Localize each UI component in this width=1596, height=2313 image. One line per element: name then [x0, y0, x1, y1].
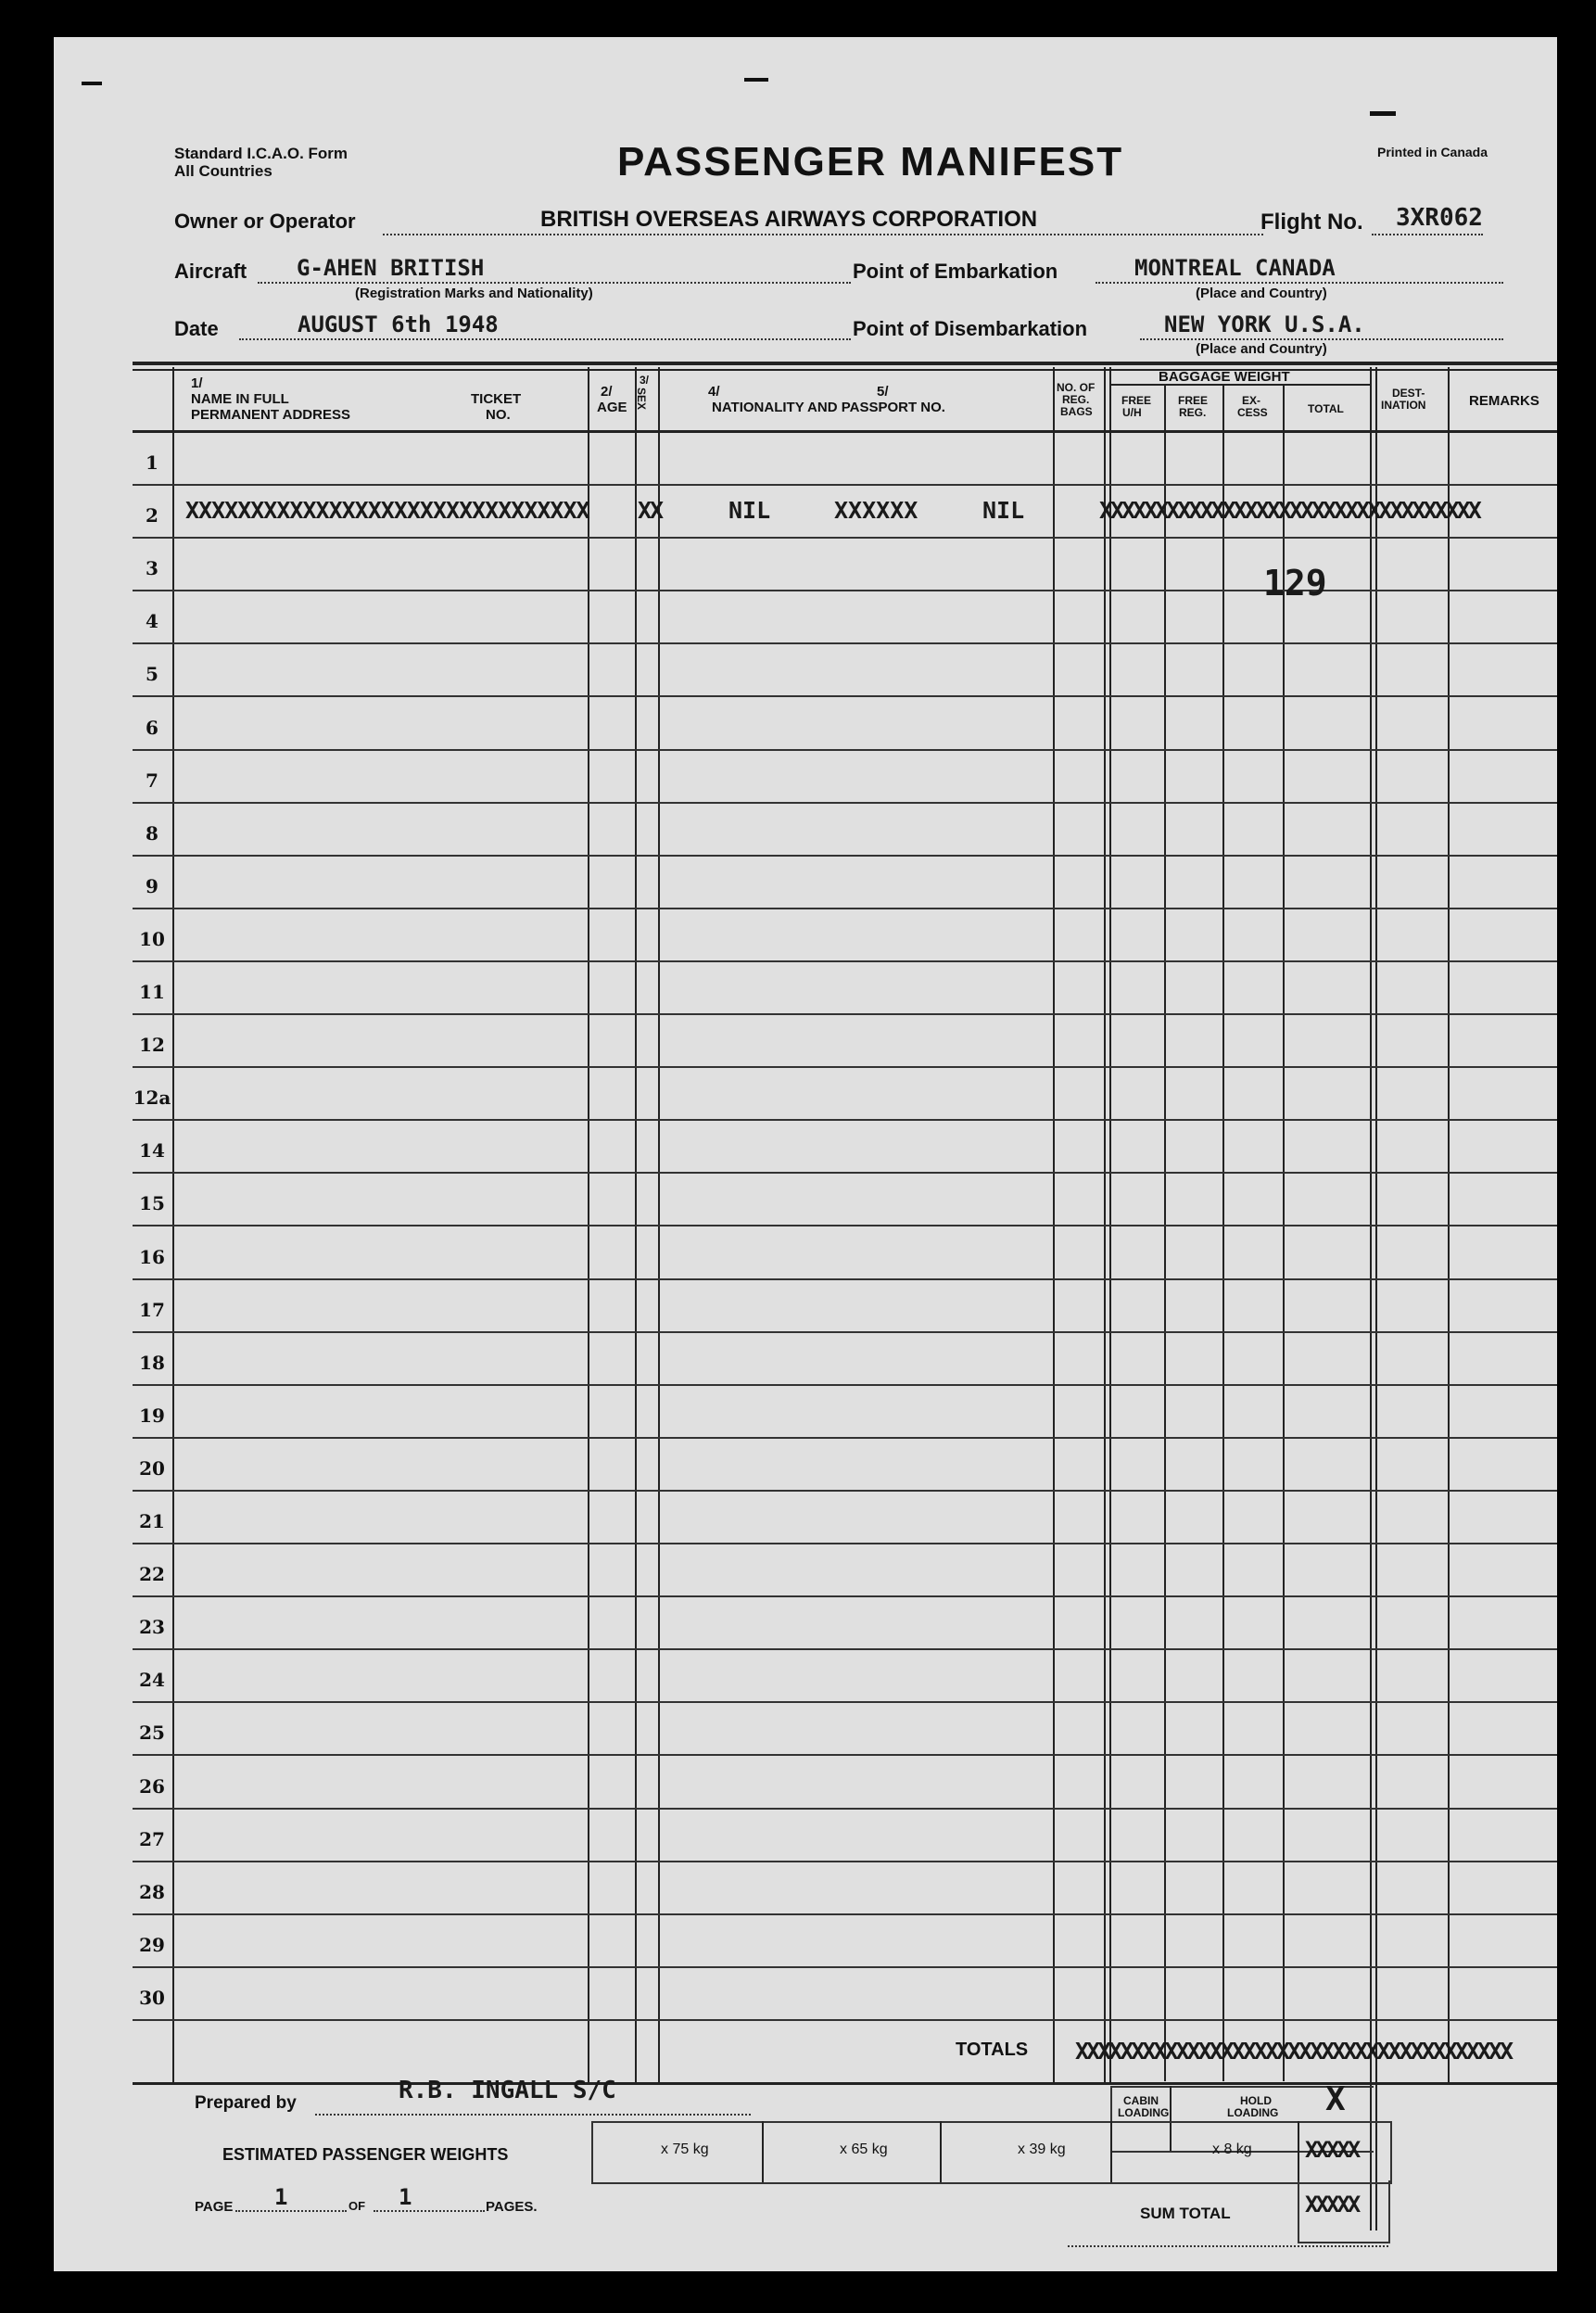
row-rule: [133, 1913, 1557, 1915]
row-number: 4: [146, 610, 158, 632]
weights-struck: XXXXX: [1305, 2137, 1359, 2163]
row-number: 17: [139, 1299, 165, 1321]
col-divider: [1375, 367, 1377, 2230]
weight-child: x 39 kg: [1018, 2141, 1066, 2157]
prepared-label: Prepared by: [195, 2093, 297, 2113]
row-rule: [133, 590, 1557, 591]
col-name-number: 1/: [191, 375, 203, 391]
row-rule: [133, 1595, 1557, 1597]
col-remarks-header: REMARKS: [1469, 393, 1539, 409]
disembark-value: NEW YORK U.S.A.: [1164, 311, 1365, 337]
row-number: 6: [146, 717, 158, 739]
row2-passport-struck: XXXXXX: [834, 497, 918, 524]
row-number: 2: [146, 504, 158, 527]
row-rule: [133, 1066, 1557, 1068]
row-number: 16: [139, 1246, 165, 1268]
row-rule: [133, 1543, 1557, 1544]
col-bags-header-a: NO. OF: [1057, 381, 1096, 394]
aircraft-label: Aircraft: [174, 260, 247, 283]
row2-sex-struck: XX: [638, 497, 663, 524]
row-rule: [133, 855, 1557, 857]
disembark-label: Point of Disembarkation: [853, 317, 1088, 340]
page-label: PAGE: [195, 2199, 234, 2215]
row-rule: [133, 695, 1557, 697]
row-rule: [133, 1701, 1557, 1703]
col-divider: [1164, 385, 1166, 2081]
row-number: 30: [139, 1987, 165, 2009]
cabin-loading-a: CABIN: [1123, 2094, 1159, 2107]
row-rule: [133, 1861, 1557, 1862]
weights-box: [591, 2121, 1392, 2184]
col-address-header: PERMANENT ADDRESS: [191, 407, 350, 423]
embark-label: Point of Embarkation: [853, 260, 1058, 283]
form-standard: Standard I.C.A.O. Form: [174, 145, 348, 162]
col-total-header: TOTAL: [1308, 402, 1344, 415]
row-rule: [133, 749, 1557, 751]
row-number: 10: [139, 928, 165, 950]
totals-struck: XXXXXXXXXXXXXXXXXXXXXXXXXXXXXXXXXXXXXXX: [1075, 2038, 1511, 2065]
row-number: 12a: [133, 1087, 171, 1109]
row-rule: [133, 1808, 1557, 1810]
ink-mark: [744, 78, 768, 82]
col-sex-header: SEX: [635, 388, 648, 411]
date-value: AUGUST 6th 1948: [298, 311, 499, 337]
printed-note: Printed in Canada: [1377, 145, 1488, 159]
row-rule: [133, 960, 1557, 962]
row-rule: [133, 1119, 1557, 1121]
row-number: 14: [139, 1139, 165, 1162]
row2-baggage-struck: XXXXXXXXXXXXXXXXXXXXXXXXXXXXXXXXXX: [1099, 497, 1479, 524]
row-rule: [133, 908, 1557, 909]
embark-value: MONTREAL CANADA: [1134, 255, 1336, 281]
col-ticket-no: NO.: [486, 407, 511, 423]
col-passport-number: 5/: [877, 384, 889, 400]
row-rule: [133, 1225, 1557, 1226]
cabin-loading-b: LOADING: [1118, 2106, 1170, 2119]
ink-mark: [1370, 111, 1396, 116]
col-destination-a: DEST-: [1392, 387, 1425, 400]
row2-nationality: NIL: [728, 497, 771, 524]
row2-name-struck: XXXXXXXXXXXXXXXXXXXXXXXXXXXXXXX: [185, 497, 589, 524]
prepared-value: R.B. INGALL S/C: [399, 2077, 616, 2104]
flight-label: Flight No.: [1260, 210, 1363, 235]
row-number: 12: [139, 1034, 165, 1056]
disembark-note: (Place and Country): [1196, 341, 1327, 357]
row-rule: [133, 1966, 1557, 1968]
row-rule: [133, 1278, 1557, 1280]
row-rule: [133, 1648, 1557, 1650]
col-excess-b: CESS: [1237, 406, 1268, 419]
owner-label: Owner or Operator: [174, 210, 356, 233]
row-number: 25: [139, 1722, 165, 1744]
row-rule: [133, 802, 1557, 804]
ink-mark: [82, 82, 102, 85]
row-number: 21: [139, 1510, 165, 1532]
weight-female: x 65 kg: [840, 2141, 888, 2157]
row-number: 24: [139, 1669, 165, 1691]
of-label: OF: [348, 2199, 366, 2213]
row-number: 15: [139, 1192, 165, 1214]
of-value: 1: [399, 2184, 412, 2210]
flight-value: 3XR062: [1396, 204, 1483, 232]
pages-label: PAGES.: [486, 2199, 538, 2215]
row-rule: [133, 1437, 1557, 1439]
col-ticket-header: TICKET: [471, 391, 522, 407]
row-rule: [133, 484, 1557, 486]
owner-value: BRITISH OVERSEAS AIRWAYS CORPORATION: [540, 207, 1038, 232]
sum-total-label: SUM TOTAL: [1140, 2205, 1231, 2222]
col-baggage-weight-header: BAGGAGE WEIGHT: [1159, 369, 1290, 385]
row-rule: [133, 2019, 1557, 2021]
hold-loading-a: HOLD: [1240, 2094, 1272, 2107]
col-sex-number: 3/: [640, 374, 650, 387]
row-rule: [133, 1384, 1557, 1386]
row-number: 3: [146, 557, 158, 579]
row-rule: [133, 1490, 1557, 1492]
col-nationality-header: NATIONALITY AND PASSPORT NO.: [712, 400, 945, 415]
row-number: 27: [139, 1828, 165, 1850]
aircraft-value: G-AHEN BRITISH: [297, 255, 485, 281]
row-rule: [133, 642, 1557, 644]
aircraft-note: (Registration Marks and Nationality): [355, 286, 593, 301]
col-free-uh-b: U/H: [1122, 406, 1142, 419]
col-name-header: NAME IN FULL: [191, 391, 289, 407]
date-label: Date: [174, 317, 219, 340]
col-bags-header-b: REG.: [1062, 393, 1090, 406]
col-free-reg-b: REG.: [1179, 406, 1207, 419]
row-number: 20: [139, 1457, 165, 1480]
row-rule: [133, 1754, 1557, 1756]
col-destination-b: INATION: [1381, 399, 1426, 412]
row-number: 26: [139, 1775, 165, 1798]
row-number: 7: [146, 769, 158, 792]
row-rule: [133, 1172, 1557, 1174]
row-number: 9: [146, 875, 158, 897]
row-rule: [133, 1331, 1557, 1333]
row3-note: 129: [1263, 563, 1327, 604]
row-number: 22: [139, 1563, 165, 1585]
weight-adult: x 75 kg: [661, 2141, 709, 2157]
row-number: 28: [139, 1881, 165, 1903]
row-number: 29: [139, 1934, 165, 1956]
row-number: 11: [139, 981, 165, 1003]
col-divider: [1370, 367, 1372, 2230]
row-number: 1: [146, 451, 158, 474]
col-bags-header-c: BAGS: [1060, 405, 1093, 418]
form-countries: All Countries: [174, 162, 272, 180]
manifest-sheet: [54, 37, 1557, 2271]
totals-label: TOTALS: [956, 2040, 1029, 2060]
row-number: 23: [139, 1616, 165, 1638]
row2-nil: NIL: [982, 497, 1025, 524]
row-rule: [133, 537, 1557, 539]
hold-loading-b: LOADING: [1227, 2106, 1279, 2119]
weight-infant: x 8 kg: [1212, 2141, 1252, 2157]
row-number: 8: [146, 822, 158, 845]
col-free-uh-a: FREE: [1121, 394, 1152, 407]
col-age-number: 2/: [601, 384, 613, 400]
row-number: 19: [139, 1404, 165, 1427]
row-number: 5: [146, 663, 158, 685]
col-nationality-number: 4/: [708, 384, 720, 400]
col-divider: [1283, 385, 1285, 2081]
col-age-header: AGE: [597, 400, 627, 415]
col-excess-a: EX-: [1242, 394, 1261, 407]
page-value: 1: [274, 2184, 288, 2210]
loading-x: X: [1325, 2080, 1346, 2118]
row-rule: [133, 1013, 1557, 1015]
page-title: PASSENGER MANIFEST: [617, 139, 1124, 184]
col-free-reg-a: FREE: [1178, 394, 1209, 407]
weights-label: ESTIMATED PASSENGER WEIGHTS: [222, 2145, 509, 2164]
row-number: 18: [139, 1352, 165, 1374]
col-divider: [1222, 385, 1224, 2081]
sum-total-struck: XXXXX: [1305, 2192, 1359, 2218]
embark-note: (Place and Country): [1196, 286, 1327, 301]
